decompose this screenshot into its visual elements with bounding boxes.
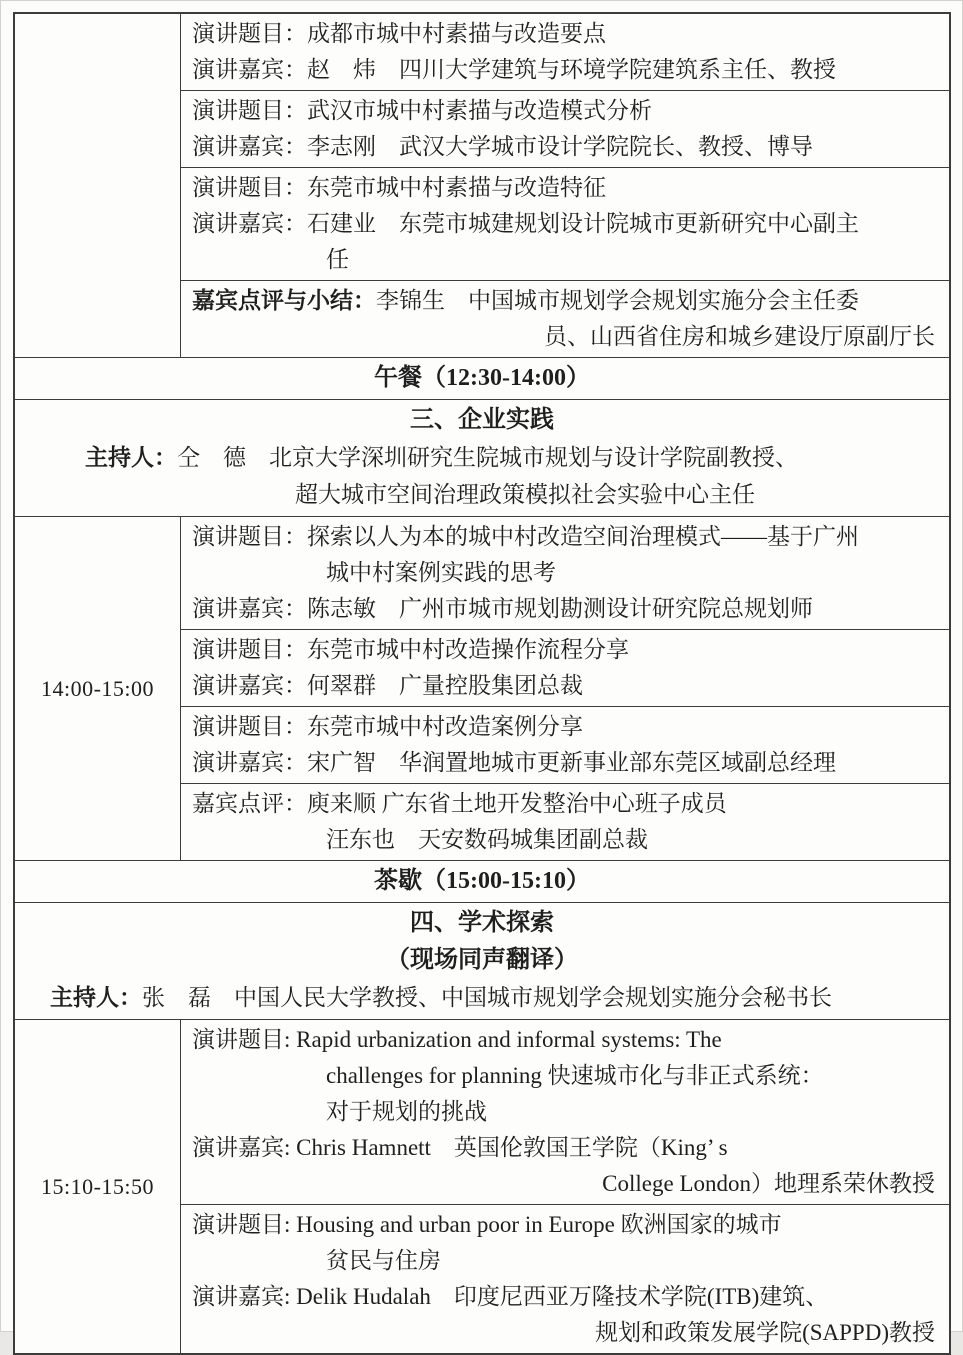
talks-column [181, 14, 949, 357]
section-header [15, 399, 949, 516]
line-label: 嘉宾点评与小结： [192, 288, 376, 313]
talk-block [181, 90, 949, 167]
session-title: 三、企业实践 [410, 407, 554, 433]
agenda-row-group [15, 516, 949, 860]
talk-line: 演讲嘉宾：石建业 东莞市城建规划设计院城市更新研究中心副主 [192, 211, 859, 236]
talk-line: 演讲题目：东莞市城中村改造案例分享 [192, 714, 583, 739]
talk-block [181, 14, 949, 90]
talk-line: challenges for planning 快速城市化与非正式系统： [326, 1063, 824, 1088]
talk-block [181, 629, 949, 706]
talks-column [181, 517, 949, 860]
time-slot-cell [15, 14, 181, 357]
talk-line: 演讲嘉宾：何翠群 广量控股集团总裁 [192, 673, 583, 698]
schedule-table [13, 12, 951, 1355]
talks-column [181, 1020, 949, 1353]
section-header [15, 902, 949, 1019]
talk-line: College London）地理系荣休教授 [602, 1171, 935, 1196]
talk-line: 演讲嘉宾：陈志敏 广州市城市规划勘测设计研究院总规划师 [192, 596, 813, 621]
talk-line: 演讲题目：成都市城中村素描与改造要点 [192, 21, 606, 46]
talk-line: 演讲题目：东莞市城中村改造操作流程分享 [192, 637, 629, 662]
talk-block [181, 783, 949, 860]
host-line: 超大城市空间治理政策模拟社会实验中心主任 [295, 482, 755, 507]
talk-line: 演讲题目：东莞市城中村素描与改造特征 [192, 175, 606, 200]
session-subtitle: （现场同声翻译） [386, 947, 578, 973]
talk-line: 任 [326, 247, 349, 272]
talk-block [181, 280, 949, 357]
talk-line: 嘉宾点评：庾来顺 广东省土地开发整治中心班子成员 [192, 791, 727, 816]
agenda-row-group [15, 1019, 949, 1353]
time-slot-cell: 14:00-15:00 [15, 517, 181, 860]
talk-line: 演讲题目：武汉市城中村素描与改造模式分析 [192, 98, 652, 123]
talk-line: 演讲嘉宾：李志刚 武汉大学城市设计学院院长、教授、博导 [192, 134, 813, 159]
talk-line: 演讲嘉宾：赵 炜 四川大学建筑与环境学院建筑系主任、教授 [192, 57, 836, 82]
talk-block [181, 706, 949, 783]
session-title: 四、学术探索 [410, 910, 554, 936]
talk-block [181, 517, 949, 629]
talk-line: 演讲题目: Housing and urban poor in Europe 欧洲国家的城市 [192, 1212, 782, 1237]
talk-line: 贫民与住房 [326, 1248, 441, 1273]
line-label: 主持人： [85, 445, 177, 470]
time-slot-cell: 15:10-15:50 [15, 1020, 181, 1353]
break-banner: 午餐（12:30-14:00） [15, 357, 949, 399]
host-line: 主持人：张 磊 中国人民大学教授、中国城市规划学会规划实施分会秘书长 [50, 985, 832, 1010]
talk-line: 城中村案例实践的思考 [326, 560, 556, 585]
host-line: 主持人：仝 德 北京大学深圳研究生院城市规划与设计学院副教授、 [85, 445, 798, 470]
talk-line: 对于规划的挑战 [326, 1099, 487, 1124]
talk-line: 演讲嘉宾: Chris Hamnett 英国伦敦国王学院（King’ s [192, 1135, 728, 1160]
talk-line: 嘉宾点评与小结：李锦生 中国城市规划学会规划实施分会主任委 [192, 288, 859, 313]
talk-line: 规划和政策发展学院(SAPPD)教授 [595, 1320, 935, 1345]
talk-line: 演讲题目：探索以人为本的城中村改造空间治理模式——基于广州 [192, 524, 859, 549]
break-banner: 茶歇（15:00-15:10） [15, 860, 949, 902]
talk-line: 员、山西省住房和城乡建设厅原副厅长 [544, 324, 935, 349]
talk-block [181, 1204, 949, 1353]
talk-line: 演讲题目: Rapid urbanization and informal systems: The [192, 1027, 722, 1052]
talk-line: 演讲嘉宾: Delik Hudalah 印度尼西亚万隆技术学院(ITB)建筑、 [192, 1284, 829, 1309]
line-label: 主持人： [50, 985, 142, 1010]
talk-block [181, 1020, 949, 1204]
talk-line: 演讲嘉宾：宋广智 华润置地城市更新事业部东莞区域副总经理 [192, 750, 836, 775]
talk-line: 汪东也 天安数码城集团副总裁 [326, 827, 648, 852]
talk-block [181, 167, 949, 280]
agenda-row-group [15, 14, 949, 357]
